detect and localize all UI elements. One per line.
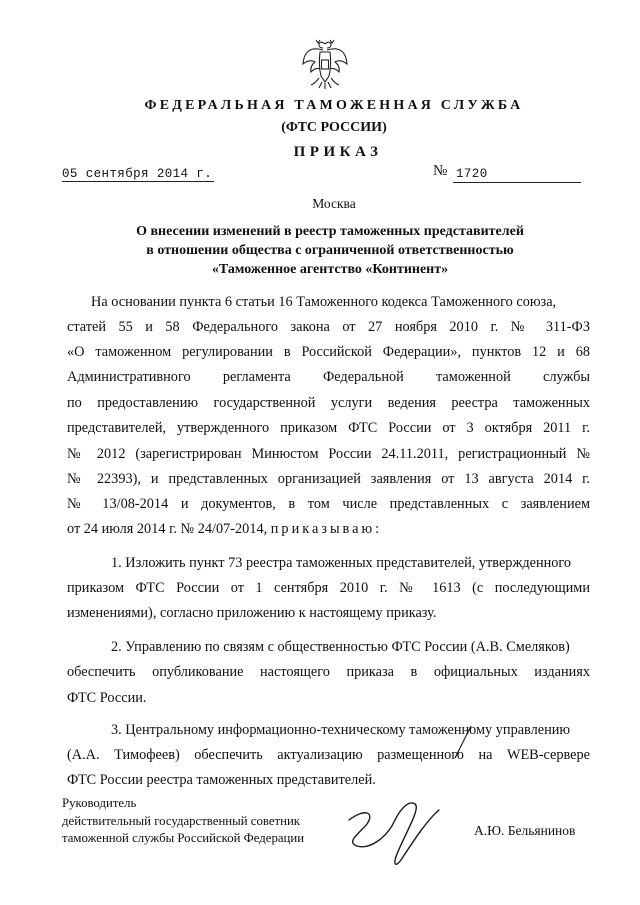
item-1-line: приказом ФТС России от 1 сентября 2010 г. № 1613 (с последующими [67, 580, 590, 596]
document-title [60, 222, 600, 279]
signatory-line: таможенной службы Российской Федерации [62, 831, 305, 845]
preamble-line: статей 55 и 58 Федерального закона от 27 ноября 2010 г. № 311-ФЗ [67, 319, 590, 335]
preamble-line: № 13/08-2014 и документов, в том числе представленных с заявлением [67, 496, 590, 512]
item-1-line: 1. Изложить пункт 73 реестра таможенных представителей, утвержденного [111, 555, 572, 571]
title-line: О внесении изменений в реестр таможенных представителей [136, 224, 524, 239]
number-sign: № [433, 163, 448, 179]
agency-short-name: (ФТС РОССИИ) [281, 120, 387, 135]
preamble-line: по предоставлению государственной услуги ведения реестра таможенных [67, 395, 590, 411]
preamble-line: Административного регламента Федеральной таможенной службы [67, 369, 590, 385]
order-number-underline [453, 182, 581, 183]
signer-name: А.Ю. Бельянинов [474, 823, 576, 838]
preamble-line: На основании пункта 6 статьи 16 Таможенного кодекса Таможенного союза, [91, 294, 557, 310]
order-date: 05 сентября 2014 г. [62, 167, 213, 181]
preamble-line: № 2012 (зарегистрирован Минюстом России 24.11.2011, регистрационный № [67, 446, 590, 462]
item-2-line: 2. Управлению по связям с общественностью ФТС России (А.В. Смеляков) [111, 639, 570, 655]
coat-of-arms-icon [300, 38, 350, 90]
title-line: «Таможенное агентство «Континент» [211, 262, 449, 277]
handwritten-signature-icon [335, 790, 455, 870]
preamble-line [67, 521, 382, 538]
handwritten-slash-mark [447, 722, 477, 762]
preamble-line: представителей, утвержденного приказом ФТС России от 3 октября 2011 г. [67, 420, 590, 436]
item-2-line: обеспечить опубликование настоящего приказа в официальных изданиях [67, 664, 590, 680]
item-3-line: (А.А. Тимофеев) обеспечить актуализацию размещенного на WEB-сервере [67, 747, 590, 763]
preamble-line: «О таможенном регулировании в Российской Федерации», пунктов 12 и 68 [67, 344, 590, 360]
item-3-line: ФТС России реестра таможенных представителей. [67, 772, 376, 788]
item-3-line: 3. Центральному информационно-техническому таможенному управлению [111, 722, 571, 738]
decree-word: приказываю: [270, 521, 383, 537]
document-type-title: ПРИКАЗ [293, 144, 383, 160]
agency-name: ФЕДЕРАЛЬНАЯ ТАМОЖЕННАЯ СЛУЖБА [144, 98, 524, 113]
item-1-line: изменениями), согласно приложению к настоящему приказу. [67, 605, 437, 621]
signatory-line: Руководитель [62, 796, 137, 810]
signatory-title [62, 795, 304, 848]
preamble-line: № 22393), и представленных организацией заявления от 13 августа 2014 г. [67, 471, 590, 487]
city: Москва [312, 196, 356, 211]
order-number: 1720 [456, 167, 488, 181]
title-line: в отношении общества с ограниченной ответственностью [146, 243, 514, 258]
signatory-line: действительный государственный советник [62, 813, 301, 828]
item-2-line: ФТС России. [67, 690, 147, 706]
preamble-last-line: от 24 июля 2014 г. № 24/07-2014, [67, 521, 268, 537]
